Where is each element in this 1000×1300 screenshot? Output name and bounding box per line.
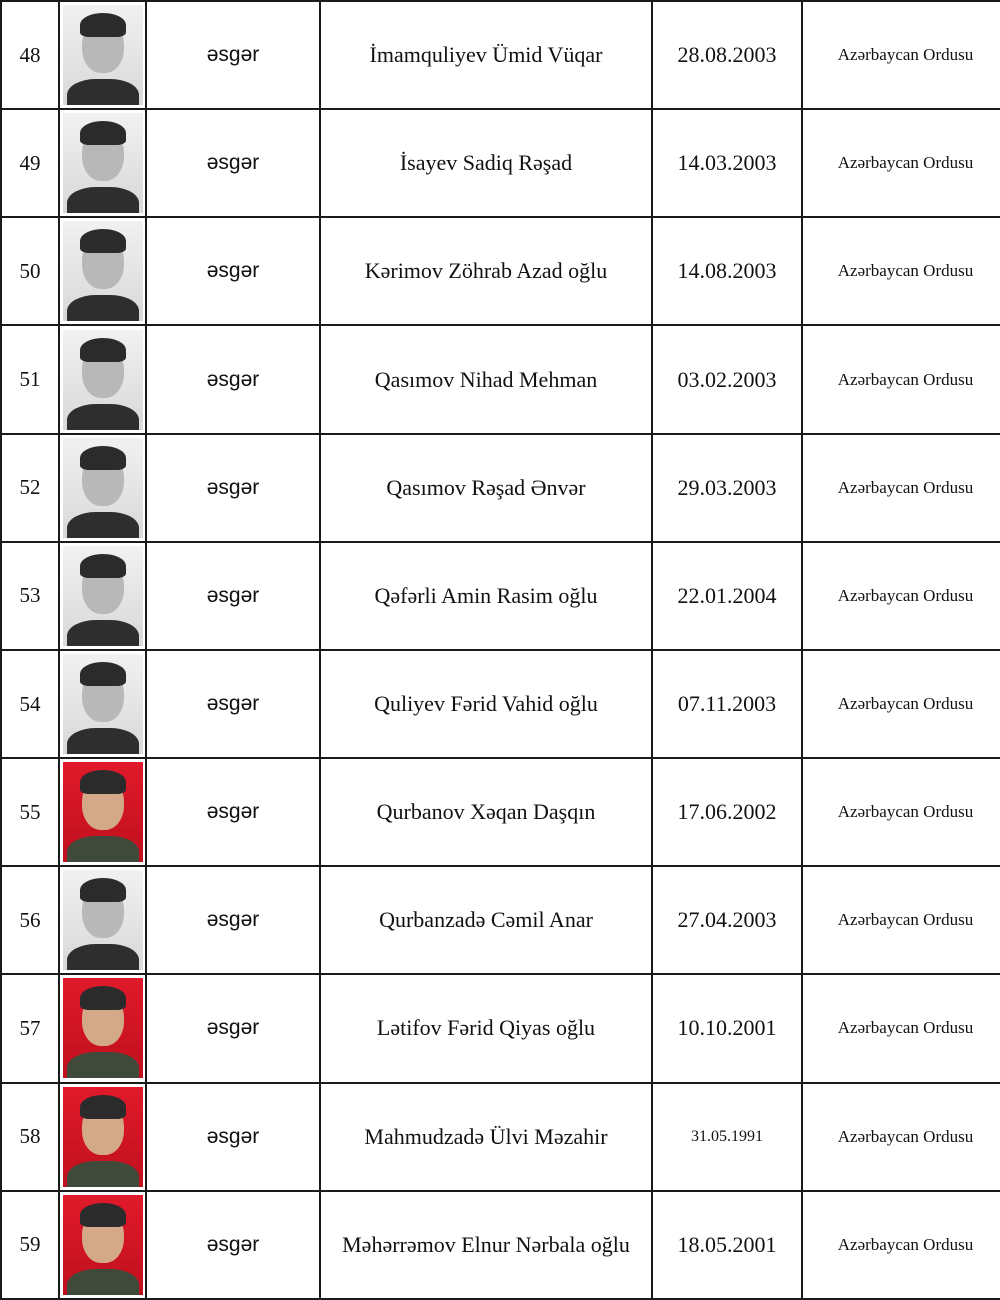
portrait-photo: [63, 978, 143, 1078]
full-name-cell: Qasımov Rəşad Ənvər: [320, 434, 652, 542]
portrait-hair: [80, 13, 126, 37]
rank-cell: əsgər: [146, 974, 320, 1082]
row-number: 56: [1, 866, 59, 974]
unit-cell: Azərbaycan Ordusu: [802, 866, 1000, 974]
birth-date-cell: 22.01.2004: [652, 542, 802, 650]
portrait-body: [67, 187, 139, 213]
row-number: 54: [1, 650, 59, 758]
rank-cell: əsgər: [146, 109, 320, 217]
portrait-photo-cell: [59, 1083, 146, 1191]
portrait-photo: [63, 438, 143, 538]
portrait-photo-cell: [59, 1191, 146, 1299]
unit-cell: Azərbaycan Ordusu: [802, 650, 1000, 758]
table-row: [1, 1, 1000, 109]
full-name-cell: Qasımov Nihad Mehman: [320, 325, 652, 433]
birth-date-cell: 14.08.2003: [652, 217, 802, 325]
table-row: [1, 650, 1000, 758]
birth-date-cell: 07.11.2003: [652, 650, 802, 758]
rank-cell: əsgər: [146, 650, 320, 758]
portrait-body: [67, 295, 139, 321]
table-row: [1, 1083, 1000, 1191]
rank-cell: əsgər: [146, 217, 320, 325]
portrait-body: [67, 944, 139, 970]
unit-cell: Azərbaycan Ordusu: [802, 325, 1000, 433]
portrait-photo: [63, 546, 143, 646]
row-number: 59: [1, 1191, 59, 1299]
birth-date-cell: 14.03.2003: [652, 109, 802, 217]
table-row: [1, 434, 1000, 542]
birth-date-cell: 29.03.2003: [652, 434, 802, 542]
full-name-cell: Qurbanzadə Cəmil Anar: [320, 866, 652, 974]
portrait-photo-cell: [59, 866, 146, 974]
portrait-hair: [80, 121, 126, 145]
portrait-photo: [63, 1195, 143, 1295]
full-name-cell: Qurbanov Xəqan Daşqın: [320, 758, 652, 866]
unit-cell: Azərbaycan Ordusu: [802, 1, 1000, 109]
table-row: [1, 1191, 1000, 1299]
row-number: 58: [1, 1083, 59, 1191]
row-number: 49: [1, 109, 59, 217]
full-name-cell: Mahmudzadə Ülvi Məzahir: [320, 1083, 652, 1191]
full-name-cell: Lətifov Fərid Qiyas oğlu: [320, 974, 652, 1082]
portrait-photo: [63, 221, 143, 321]
birth-date-cell: 17.06.2002: [652, 758, 802, 866]
table-row: [1, 866, 1000, 974]
portrait-photo: [63, 5, 143, 105]
portrait-photo: [63, 870, 143, 970]
portrait-body: [67, 620, 139, 646]
rank-cell: əsgər: [146, 758, 320, 866]
birth-date-cell: 28.08.2003: [652, 1, 802, 109]
portrait-hair: [80, 446, 126, 470]
unit-cell: Azərbaycan Ordusu: [802, 434, 1000, 542]
rank-cell: əsgər: [146, 325, 320, 433]
portrait-body: [67, 1269, 139, 1295]
portrait-photo-cell: [59, 1, 146, 109]
portrait-hair: [80, 554, 126, 578]
rank-cell: əsgər: [146, 542, 320, 650]
table-row: [1, 325, 1000, 433]
row-number: 48: [1, 1, 59, 109]
rank-cell: əsgər: [146, 1191, 320, 1299]
full-name-cell: Quliyev Fərid Vahid oğlu: [320, 650, 652, 758]
portrait-hair: [80, 662, 126, 686]
portrait-photo: [63, 1087, 143, 1187]
portrait-photo-cell: [59, 758, 146, 866]
rank-cell: əsgər: [146, 866, 320, 974]
rank-cell: əsgər: [146, 434, 320, 542]
unit-cell: Azərbaycan Ordusu: [802, 1083, 1000, 1191]
full-name-cell: İsayev Sadiq Rəşad: [320, 109, 652, 217]
portrait-photo: [63, 113, 143, 213]
roster-body: [1, 1, 1000, 1299]
portrait-hair: [80, 1203, 126, 1227]
row-number: 51: [1, 325, 59, 433]
portrait-photo: [63, 330, 143, 430]
table-row: [1, 217, 1000, 325]
rank-cell: əsgər: [146, 1, 320, 109]
birth-date-cell: 10.10.2001: [652, 974, 802, 1082]
portrait-photo-cell: [59, 109, 146, 217]
portrait-photo: [63, 762, 143, 862]
rank-cell: əsgər: [146, 1083, 320, 1191]
portrait-body: [67, 404, 139, 430]
table-row: [1, 974, 1000, 1082]
portrait-photo-cell: [59, 650, 146, 758]
portrait-body: [67, 512, 139, 538]
portrait-photo-cell: [59, 217, 146, 325]
portrait-body: [67, 836, 139, 862]
portrait-photo-cell: [59, 974, 146, 1082]
table-row: [1, 109, 1000, 217]
row-number: 57: [1, 974, 59, 1082]
row-number: 53: [1, 542, 59, 650]
portrait-body: [67, 79, 139, 105]
table-row: [1, 542, 1000, 650]
unit-cell: Azərbaycan Ordusu: [802, 1191, 1000, 1299]
portrait-photo-cell: [59, 542, 146, 650]
unit-cell: Azərbaycan Ordusu: [802, 217, 1000, 325]
full-name-cell: Qəfərli Amin Rasim oğlu: [320, 542, 652, 650]
portrait-hair: [80, 338, 126, 362]
birth-date-cell: 03.02.2003: [652, 325, 802, 433]
full-name-cell: Məhərrəmov Elnur Nərbala oğlu: [320, 1191, 652, 1299]
row-number: 52: [1, 434, 59, 542]
full-name-cell: Kərimov Zöhrab Azad oğlu: [320, 217, 652, 325]
portrait-body: [67, 728, 139, 754]
portrait-hair: [80, 878, 126, 902]
portrait-photo-cell: [59, 434, 146, 542]
birth-date-cell: 31.05.1991: [652, 1083, 802, 1191]
unit-cell: Azərbaycan Ordusu: [802, 109, 1000, 217]
full-name-cell: İmamquliyev Ümid Vüqar: [320, 1, 652, 109]
portrait-hair: [80, 770, 126, 794]
portrait-hair: [80, 229, 126, 253]
portrait-body: [67, 1161, 139, 1187]
portrait-hair: [80, 1095, 126, 1119]
portrait-body: [67, 1052, 139, 1078]
portrait-hair: [80, 986, 126, 1010]
unit-cell: Azərbaycan Ordusu: [802, 542, 1000, 650]
unit-cell: Azərbaycan Ordusu: [802, 758, 1000, 866]
row-number: 55: [1, 758, 59, 866]
table-row: [1, 758, 1000, 866]
unit-cell: Azərbaycan Ordusu: [802, 974, 1000, 1082]
birth-date-cell: 27.04.2003: [652, 866, 802, 974]
birth-date-cell: 18.05.2001: [652, 1191, 802, 1299]
portrait-photo: [63, 654, 143, 754]
portrait-photo-cell: [59, 325, 146, 433]
row-number: 50: [1, 217, 59, 325]
